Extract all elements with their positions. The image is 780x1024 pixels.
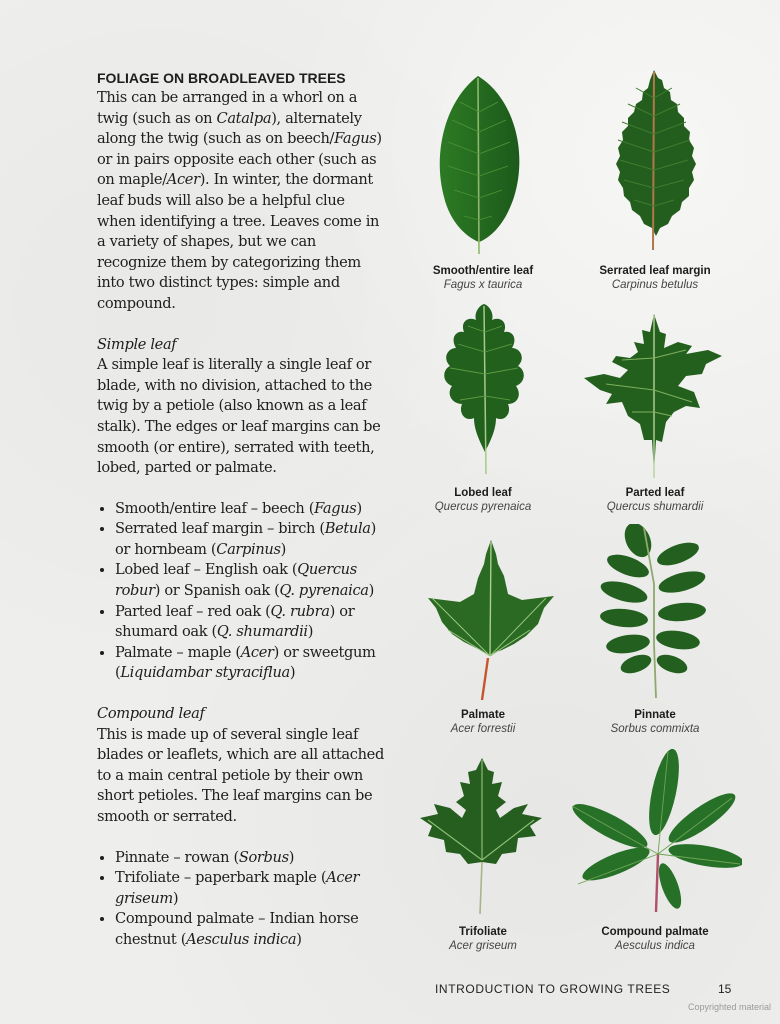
leaf-name: Trifoliate <box>459 926 507 938</box>
compound-leaf-paragraph: This is made up of several single leaf blades or leaflets, which are all attached to a main central petiole by their own short petioles. The leaf margins can be smooth or serrated. <box>97 725 384 825</box>
leaf-caption <box>398 708 568 736</box>
leaf-name: Serrated leaf margin <box>599 265 711 277</box>
leaf-species: Fagus x taurica <box>443 279 523 291</box>
list-item: • Compound palmate – Indian horse chestnut (Aesculus indica) <box>115 909 387 950</box>
list-item: • Trifoliate – paperbark maple (Acer griseum) <box>115 868 387 909</box>
simple-leaf-paragraph: A simple leaf is literally a single leaf or blade, with no division, attached to the twig by a petiole (also known as a leaf stalk). The edges or leaf margins can be smooth (or entire), serrated with teeth, lobed, parted or palmate. <box>97 356 381 477</box>
list-item: • Pinnate – rowan (Sorbus) <box>115 848 387 869</box>
leaf-name: Parted leaf <box>625 487 685 499</box>
leaf-species: Acer griseum <box>449 940 517 952</box>
leaf-species: Acer forrestii <box>450 723 516 735</box>
intro-paragraph: This can be arranged in a whorl on a twig (such as on Catalpa), alternately along the twig (such as on beech/Fagus) or in pairs opposite each other (such as on maple/Acer). In winter, the dormant leaf buds will also be a helpful clue when identifying a tree. Leaves come in a variety of shapes, but we can recognize them by categorizing them into two distinct types: simple and compound. <box>97 89 382 312</box>
body-text-column <box>97 68 387 951</box>
trifoliate-leaf-icon <box>418 756 546 916</box>
leaf-name: Pinnate <box>634 709 676 721</box>
leaf-name: Smooth/entire leaf <box>432 265 534 277</box>
palmate-leaf-icon <box>426 538 556 704</box>
list-item: • Lobed leaf – English oak (Quercus robur) or Spanish oak (Q. pyrenaica) <box>115 560 387 601</box>
leaf-species: Quercus pyrenaica <box>434 501 532 513</box>
leaf-species: Aesculus indica <box>615 940 695 952</box>
list-item: • Serrated leaf margin – birch (Betula) or hornbeam (Carpinus) <box>115 519 387 560</box>
leaf-name: Lobed leaf <box>454 487 512 499</box>
leaf-name: Palmate <box>460 709 506 721</box>
running-footer: INTRODUCTION TO GROWING TREES <box>435 982 671 996</box>
leaf-species: Quercus shumardii <box>606 501 704 513</box>
leaf-caption <box>398 925 568 953</box>
list-item: • Palmate – maple (Acer) or sweetgum (Liquidambar styraciflua) <box>115 643 387 684</box>
pinnate-leaf-icon <box>598 524 710 700</box>
leaf-caption <box>570 486 740 514</box>
copyright-notice: Copyrighted material <box>688 1002 772 1012</box>
lobed-leaf-icon <box>438 302 530 478</box>
serrated-leaf-icon <box>614 68 698 254</box>
leaf-caption <box>398 264 568 292</box>
leaf-caption <box>570 264 740 292</box>
parted-leaf-icon <box>582 312 726 480</box>
simple-leaf-list <box>97 499 387 684</box>
smooth-leaf-icon <box>436 72 526 258</box>
leaf-species: Sorbus commixta <box>610 723 700 735</box>
leaf-caption <box>570 708 740 736</box>
list-item: • Parted leaf – red oak (Q. rubra) or shumard oak (Q. shumardii) <box>115 602 387 643</box>
compound-leaf-heading: Compound leaf <box>97 705 205 723</box>
page-number: 15 <box>718 982 732 996</box>
list-item: • Smooth/entire leaf – beech (Fagus) <box>115 499 387 520</box>
leaf-name: Compound palmate <box>601 926 709 938</box>
compound-palmate-leaf-icon <box>566 746 742 916</box>
leaf-caption <box>398 486 568 514</box>
section-heading: FOLIAGE ON BROADLEAVED TREES <box>97 70 346 86</box>
leaf-species: Carpinus betulus <box>611 279 699 291</box>
simple-leaf-heading: Simple leaf <box>97 335 177 353</box>
leaf-caption <box>570 925 740 953</box>
compound-leaf-list <box>97 848 387 951</box>
